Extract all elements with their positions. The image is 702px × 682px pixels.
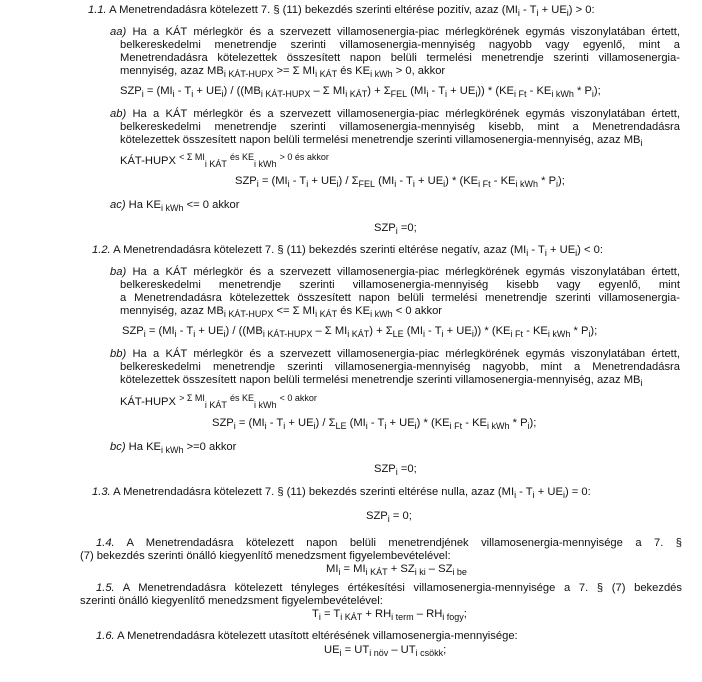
formula-1-5: $T_i = T_{i KÁT} + RH_{i term} - RH_{i fogy}$; [312, 608, 467, 622]
formula-ac: $SZP_i =0$; [374, 222, 417, 236]
document-page: 1.1. A Menetrendadásra kötelezett 7. § (11) bekezdés szerinti eltérése pozitív, azaz $(MI_i - T_i + UE_i) > 0$: aa) Ha a KÁT mérlegkör és a szervezett villamosenergia-piac mérlegkörének egymás viszonylatában értett, belkereskedelmi menetrendje szerinti villamosenergia-mennyiség nagyobb vagy egyenlő, mint a Menetrendadásra kötelezettek összesített napon belüli termelési menetrendje szerinti villamosenergia- mennyiség, azaz $MB_{i KÁT-HUPX} >= \Sigma$ $MI_{i KÁT}$ és $KE_{i kWh} > 0$, akkor $SZP_i = (MI_i - T_i + UE_i) / ((MB_{i KÁT-HUPX} - \Sigma$ $MI_{i KÁT}) + \Sigma_{FEL}$ $(MI_i - T_i + UE_i)) * (KE_{i Ft} - KE_{i kWh} * P_i)$; ab) Ha a KÁT mérlegkör és a szervezett villamosenergia-piac mérlegkörének egymás viszonylatában értett, belkereskedelmi menetrendje szerinti villamosenergia-mennyiség kisebb, mint a Menetrendadásra kötelezettek összesített napon belüli termelési menetrendje szerinti villamosenergia-mennyiség, azaz $MB_i$ KÁT-HUPX $^{< \Sigma MI}_{i KÁT}$ $^{és KE}_{i kWh}$ $^{> 0 és akkor}$ $SZP_i = (MI_i - T_i + UE_i) / \Sigma_{FEL}$ $(MI_i - T_i + UE_i) * (KE_{i Ft} - KE_{i kWh} * P_i)$; ac) Ha $KE_{i kWh} <= 0$ akkor $SZP_i =0$; 1.2. A Menetrendadásra kötelezett 7. § (11) bekezdés szerinti eltérése negatív, azaz $(MI_i - T_i + UE_i) < 0$: ba) Ha a KÁT mérlegkör és a szervezett villamosenergia-piac mérlegkörének egymás viszonylatában értett, belkereskedelmi menetrendje szerinti villamosenergia-mennyiség kisebb vagy egyenlő, mint a Menetrendadásra kötelezettek összesített napon belüli termelési menetrendje szerinti villamosenergia- mennyiség, azaz $MB_{i KÁT-HUPX} <= \Sigma$ $MI_{i KÁT}$ és $KE_{i kWh} < 0$ akkor $SZP_i = (MI_i - T_i + UE_i) / ((MB_{i KÁT-HUPX} - \Sigma$ $MI_{i KÁT}) + \Sigma_{LE}$ $(MI_i - T_i + UE_i)) * (KE_{i Ft} - KE_{i kWh} * P_i)$; bb) Ha a KÁT mérlegkör és a szervezett villamosenergia-piac mérlegkörének egymás viszonylatában értett, belkereskedelmi menetrendje szerinti villamosenergia-mennyiség nagyobb, mint a Menetrendadásra kötelezettek összesített napon belüli termelési menetrendje szerinti villamosenergia-mennyiség, azaz $MB_i$ KÁT-HUPX $^{> \Sigma MI}_{i KÁT}$ $^{és KE}_{i kWh}$ $^{< 0 akkor}$ $SZP_i = (MI_i - T_i + UE_i) / \Sigma_{LE}$ $(MI_i - T_i + UE_i) * (KE_{i Ft} - KE_{i kWh} * P_i)$; bc) Ha $KE_{i kWh} >=0$ akkor $SZP_i =0$; 1.3. A Menetrendadásra kötelezett 7. § (11) bekezdés szerinti eltérése nulla, azaz $(MI_i - T_i + UE_i) = 0$: $SZP_i = 0$; 1.4. A Menetrendadásra kötelezett napon belüli menetrendjének villamosenergia-mennyisége a 7. § (7) bekezdés szerinti önálló kiegyenlítő menedzsment figyelembevételével: $MI_i = MI_{i KÁT} + SZ_{i ki} - SZ_{i be}$ 1.5. A Menetrendadásra kötelezett tényleges értékesítési villamosenergia-mennyisége a 7. § (7) bekezdés szerinti önálló kiegyenlítő menedzsment figyelembevételével: $T_i = T_{i KÁT} + RH_{i term} - RH_{i fogy}$; 1.6. A Menetrendadásra kötelezett utasított eltérésének villamosenergia-mennyisége: $UE_i = UT_{i növ} - UT_{i csökk}$; [80, 4, 682, 658]
formula-1-4: $MI_i = MI_{i KÁT} + SZ_{i ki} - SZ_{i be}$ [326, 563, 467, 577]
section-1-2-heading: 1.2. A Menetrendadásra kötelezett 7. § (11) bekezdés szerinti eltérése negatív, azaz $(MI_i - T_i + UE_i) < 0$: [92, 244, 603, 258]
formula-1-3: $SZP_i = 0$; [366, 510, 412, 524]
section-1-1-heading: 1.1. A Menetrendadásra kötelezett 7. § (11) bekezdés szerinti eltérése pozitív, azaz $(MI_i - T_i + UE_i) > 0$: [88, 4, 595, 18]
section-1-3-heading: 1.3. A Menetrendadásra kötelezett 7. § (11) bekezdés szerinti eltérése nulla, azaz $(MI_i - T_i + UE_i) = 0$: [92, 486, 591, 500]
formula-aa: $SZP_i = (MI_i - T_i + UE_i) / ((MB_{i KÁT-HUPX} - \Sigma$ $MI_{i KÁT}) + \Sigma_{FEL}$ $(MI_i - T_i + UE_i)) * (KE_{i Ft} - KE_{i kWh} * P_i)$; [120, 85, 601, 99]
formula-bb: $SZP_i = (MI_i - T_i + UE_i) / \Sigma_{LE}$ $(MI_i - T_i + UE_i) * (KE_{i Ft} - KE_{i kWh} * P_i)$; [212, 417, 537, 431]
paragraph-bc: bc) Ha $KE_{i kWh} >=0$ akkor [110, 441, 237, 455]
paragraph-ac: ac) Ha $KE_{i kWh} <= 0$ akkor [110, 199, 240, 213]
formula-1-6: $UE_i = UT_{i növ} - UT_{i csökk}$; [324, 644, 447, 658]
section-1-6: 1.6. A Menetrendadásra kötelezett utasított eltérésének villamosenergia-mennyisége: [96, 630, 518, 642]
formula-ba: $SZP_i = (MI_i - T_i + UE_i) / ((MB_{i KÁT-HUPX} - \Sigma$ $MI_{i KÁT}) + \Sigma_{LE}$ $(MI_i - T_i + UE_i)) * (KE_{i Ft} - KE_{i kWh} * P_i)$; [122, 325, 598, 339]
formula-ab: $SZP_i = (MI_i - T_i + UE_i) / \Sigma_{FEL}$ $(MI_i - T_i + UE_i) * (KE_{i Ft} - KE_{i kWh} * P_i)$; [235, 175, 565, 189]
formula-bc: $SZP_i =0$; [374, 463, 417, 477]
